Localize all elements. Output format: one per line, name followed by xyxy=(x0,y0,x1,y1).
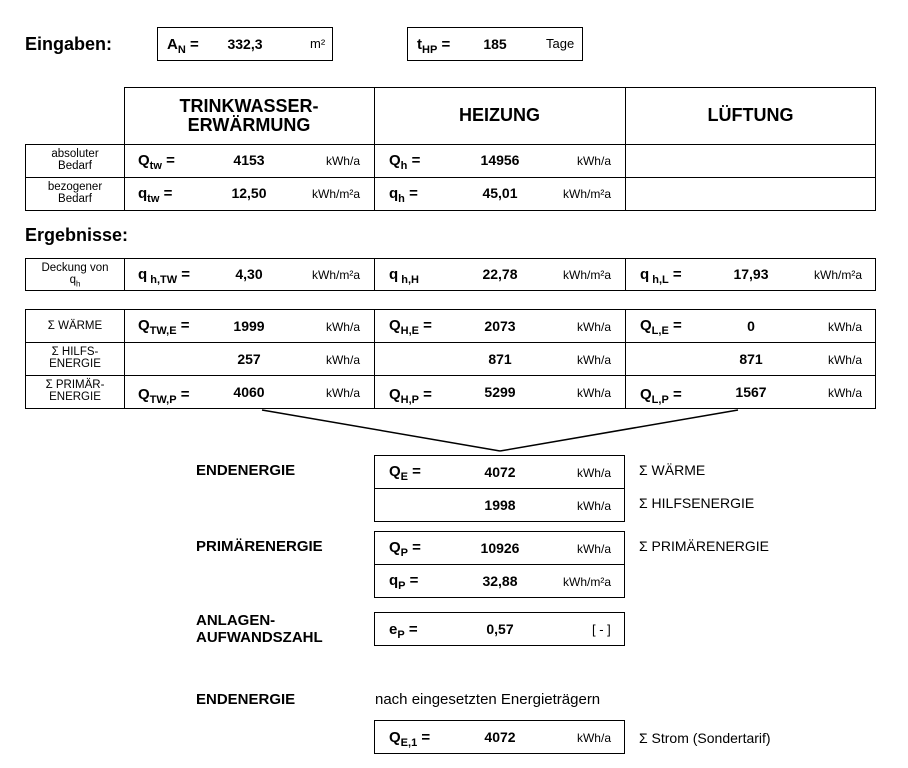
qtwp-symbol: $Q_{TW,P}$ = xyxy=(138,386,190,406)
qlp-unit: kWh/a xyxy=(827,386,862,400)
qhp-value: 5299 xyxy=(484,384,516,400)
hilfs-tw-unit: kWh/a xyxy=(325,353,360,367)
ep-value: 0,57 xyxy=(486,621,514,637)
thp-value: 185 xyxy=(483,36,507,52)
anlagenaufwandszahl-label: ANLAGEN- AUFWANDSZAHL xyxy=(196,612,323,646)
qh-value: 14956 xyxy=(480,152,520,168)
thp-unit: Tage xyxy=(546,36,575,51)
qhh-unit: kWh/m²a xyxy=(563,268,611,282)
qtw-unit: kWh/a xyxy=(325,154,360,168)
qh-symbol: $Q_h$ = xyxy=(389,152,421,172)
qe1-symbol: $Q_{E,1}$ = xyxy=(389,729,431,749)
qtw-bezogen-unit: kWh/m²a xyxy=(312,187,360,201)
qhe-unit: kWh/a xyxy=(576,320,611,334)
hilfsenergie-total-value: 1998 xyxy=(484,497,516,513)
qtw-bezogen-value: 12,50 xyxy=(231,185,267,201)
an-unit: m² xyxy=(310,36,326,51)
an-value: 332,3 xyxy=(227,36,263,52)
qhp-unit: kWh/a xyxy=(576,386,611,400)
qe-unit: kWh/a xyxy=(576,466,611,480)
bezogener-bedarf-label: bezogener Bedarf xyxy=(47,181,103,205)
qhtw-unit: kWh/m²a xyxy=(312,268,360,282)
hilfsenergie-total-unit: kWh/a xyxy=(576,499,611,513)
primaerenergie-row-label: Σ PRIMÄR- ENERGIE xyxy=(45,379,105,403)
hilfsenergie-label: Σ HILFS- ENERGIE xyxy=(49,346,101,370)
qp-symbol: $Q_P$ = xyxy=(389,539,421,559)
qe1-note: Σ Strom (Sondertarif) xyxy=(639,730,771,746)
qhtw-symbol: q $_{h,TW}$ = xyxy=(138,266,191,286)
qle-value: 0 xyxy=(747,318,755,334)
header-trinkwasser: TRINKWASSER- ERWÄRMUNG xyxy=(179,96,319,135)
hilfs-l-unit: kWh/a xyxy=(827,353,862,367)
qhe-value: 2073 xyxy=(484,318,516,334)
ergebnisse-label: Ergebnisse: xyxy=(25,225,129,245)
qe-value: 4072 xyxy=(484,464,516,480)
qle-symbol: $Q_{L,E}$ = xyxy=(640,317,682,337)
hilfs-tw-value: 257 xyxy=(237,351,261,367)
endenergie-traeger-label: ENDENERGIE xyxy=(196,691,296,708)
header-lueftung: LÜFTUNG xyxy=(707,105,794,125)
qe1-unit: kWh/a xyxy=(576,731,611,745)
qtwe-value: 1999 xyxy=(233,318,265,334)
qhh-value: 22,78 xyxy=(482,266,518,282)
qhtw-value: 4,30 xyxy=(235,266,263,282)
hilfsenergie-note: Σ HILFSENERGIE xyxy=(639,495,755,511)
qtw-symbol: $Q_{tw}$ = xyxy=(138,152,175,172)
thp-symbol: $t_{HP}$ = xyxy=(417,36,451,56)
qhl-value: 17,93 xyxy=(733,266,769,282)
eingaben-label: Eingaben: xyxy=(25,34,113,54)
qhe-symbol: $Q_{H,E}$ = xyxy=(389,317,432,337)
qtwe-symbol: $Q_{TW,E}$ = xyxy=(138,317,190,337)
qle-unit: kWh/a xyxy=(827,320,862,334)
qh-bezogen-unit: kWh/m²a xyxy=(563,187,611,201)
absoluter-bedarf-label: absoluter Bedarf xyxy=(51,148,99,172)
qp-unit: kWh/a xyxy=(576,542,611,556)
qp-note: Σ PRIMÄRENERGIE xyxy=(639,538,770,554)
qh-bezogen-symbol: $q_h$ = xyxy=(389,185,418,205)
waerme-label: Σ WÄRME xyxy=(47,320,103,332)
qp-bezogen-value: 32,88 xyxy=(482,573,518,589)
qtw-value: 4153 xyxy=(233,152,265,168)
qtwp-value: 4060 xyxy=(233,384,265,400)
qlp-value: 1567 xyxy=(735,384,767,400)
qtwe-unit: kWh/a xyxy=(325,320,360,334)
endenergie-label: ENDENERGIE xyxy=(196,462,296,479)
qhl-unit: kWh/m²a xyxy=(814,268,862,282)
qp-bezogen-unit: kWh/m²a xyxy=(563,575,611,589)
endenergie-traeger-subtitle: nach eingesetzten Energieträgern xyxy=(375,691,601,708)
qhh-symbol: q $_{h,H}$ xyxy=(389,266,419,286)
qh-bezogen-value: 45,01 xyxy=(482,185,518,201)
qp-bezogen-symbol: $q_P$ = xyxy=(389,572,419,592)
primaerenergie-label: PRIMÄRENERGIE xyxy=(196,538,323,555)
qlp-symbol: $Q_{L,P}$ = xyxy=(640,386,682,406)
an-symbol: $A_N$ = xyxy=(167,36,199,56)
ep-unit: [ - ] xyxy=(592,622,611,637)
qe-note: Σ WÄRME xyxy=(639,462,706,478)
deckung-label: Deckung von $q_h$ xyxy=(41,262,109,289)
qhp-symbol: $Q_{H,P}$ = xyxy=(389,386,432,406)
hilfs-h-unit: kWh/a xyxy=(576,353,611,367)
qhl-symbol: q $_{h,L}$ = xyxy=(640,266,682,286)
qtwp-unit: kWh/a xyxy=(325,386,360,400)
ep-symbol: $e_P$ = xyxy=(389,621,418,641)
qp-value: 10926 xyxy=(480,540,520,556)
qe1-value: 4072 xyxy=(484,729,516,745)
qe-symbol: $Q_E$ = xyxy=(389,463,421,483)
hilfs-l-value: 871 xyxy=(739,351,763,367)
hilfs-h-value: 871 xyxy=(488,351,512,367)
qh-unit: kWh/a xyxy=(576,154,611,168)
header-heizung: HEIZUNG xyxy=(459,105,540,125)
qtw-bezogen-symbol: $q_{tw}$ = xyxy=(138,185,173,205)
